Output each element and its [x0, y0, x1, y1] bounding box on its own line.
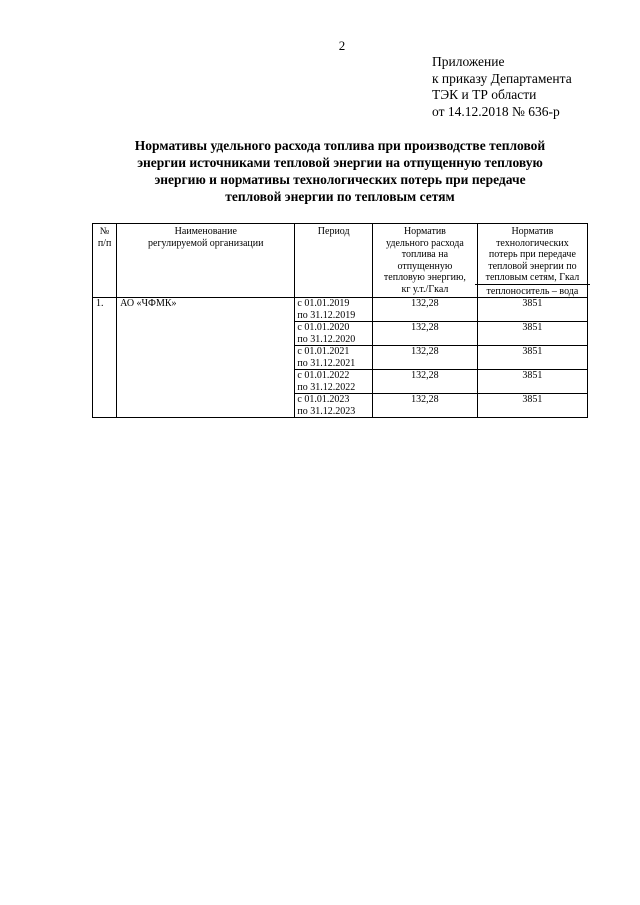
header-text: п/п	[97, 237, 112, 249]
header-organization	[117, 224, 295, 298]
org-number: 1.	[93, 298, 117, 418]
period-cell	[295, 370, 373, 394]
header-loss-norm	[477, 224, 587, 298]
document-title	[94, 137, 586, 205]
loss-value: 3851	[477, 298, 587, 322]
period-to: по 31.12.2020	[297, 333, 356, 345]
appendix-line: от 14.12.2018 № 636-р	[432, 103, 560, 119]
header-text: технологических	[496, 237, 569, 249]
header-text: тепловой энергии по	[488, 260, 577, 272]
appendix-line: ТЭК и ТР области	[432, 87, 537, 102]
period-from: с 01.01.2021	[297, 346, 350, 357]
period-to: по 31.12.2022	[297, 381, 356, 393]
fuel-value: 132,28	[372, 370, 477, 394]
table-row	[93, 298, 588, 322]
loss-value: 3851	[477, 394, 587, 418]
period-from: с 01.01.2019	[297, 298, 350, 309]
fuel-value: 132,28	[372, 322, 477, 346]
header-text: Наименование	[174, 226, 237, 237]
org-name: АО «ЧФМК»	[117, 298, 295, 418]
period-from: с 01.01.2023	[297, 394, 350, 405]
appendix-block	[432, 54, 572, 120]
header-text: отпущенную	[397, 260, 453, 272]
table-header-row	[93, 224, 588, 298]
title-line: энергии источниками тепловой энергии на отпущенную тепловую	[137, 155, 543, 170]
loss-value: 3851	[477, 322, 587, 346]
fuel-value: 132,28	[372, 346, 477, 370]
header-text: потерь при передаче	[488, 249, 576, 260]
header-period	[295, 224, 373, 298]
header-text: регулируемой организации	[148, 237, 264, 249]
fuel-value: 132,28	[372, 298, 477, 322]
header-text: кг у.т./Гкал	[401, 283, 449, 295]
loss-value: 3851	[477, 346, 587, 370]
norms-table	[92, 223, 588, 418]
header-text: Норматив	[511, 226, 554, 237]
period-cell	[295, 298, 373, 322]
header-text: удельного расхода	[386, 237, 464, 249]
header-fuel-norm	[372, 224, 477, 298]
period-to: по 31.12.2023	[297, 405, 356, 417]
title-line: энергию и нормативы технологических потерь при передаче	[154, 172, 526, 187]
period-to: по 31.12.2019	[297, 309, 356, 321]
period-cell	[295, 322, 373, 346]
appendix-line: к приказу Департамента	[432, 70, 572, 86]
header-number	[93, 224, 117, 298]
fuel-value: 132,28	[372, 394, 477, 418]
appendix-line: Приложение	[432, 54, 505, 69]
header-text: тепловую энергию,	[383, 272, 466, 283]
period-to: по 31.12.2021	[297, 357, 356, 369]
period-cell	[295, 394, 373, 418]
period-from: с 01.01.2020	[297, 322, 350, 333]
header-text: топлива на	[401, 249, 449, 260]
period-cell	[295, 346, 373, 370]
title-line: тепловой энергии по тепловым сетям	[225, 189, 455, 204]
header-text: Период	[317, 226, 350, 237]
header-subtext: теплоноситель – вода	[475, 284, 590, 298]
period-from: с 01.01.2022	[297, 370, 350, 381]
header-text: №	[99, 226, 110, 237]
page-number: 2	[338, 38, 346, 53]
header-text: Норматив	[403, 226, 446, 237]
title-line: Нормативы удельного расхода топлива при производстве тепловой	[134, 138, 546, 153]
loss-value: 3851	[477, 370, 587, 394]
header-text: тепловым сетям, Гкал	[485, 272, 580, 283]
